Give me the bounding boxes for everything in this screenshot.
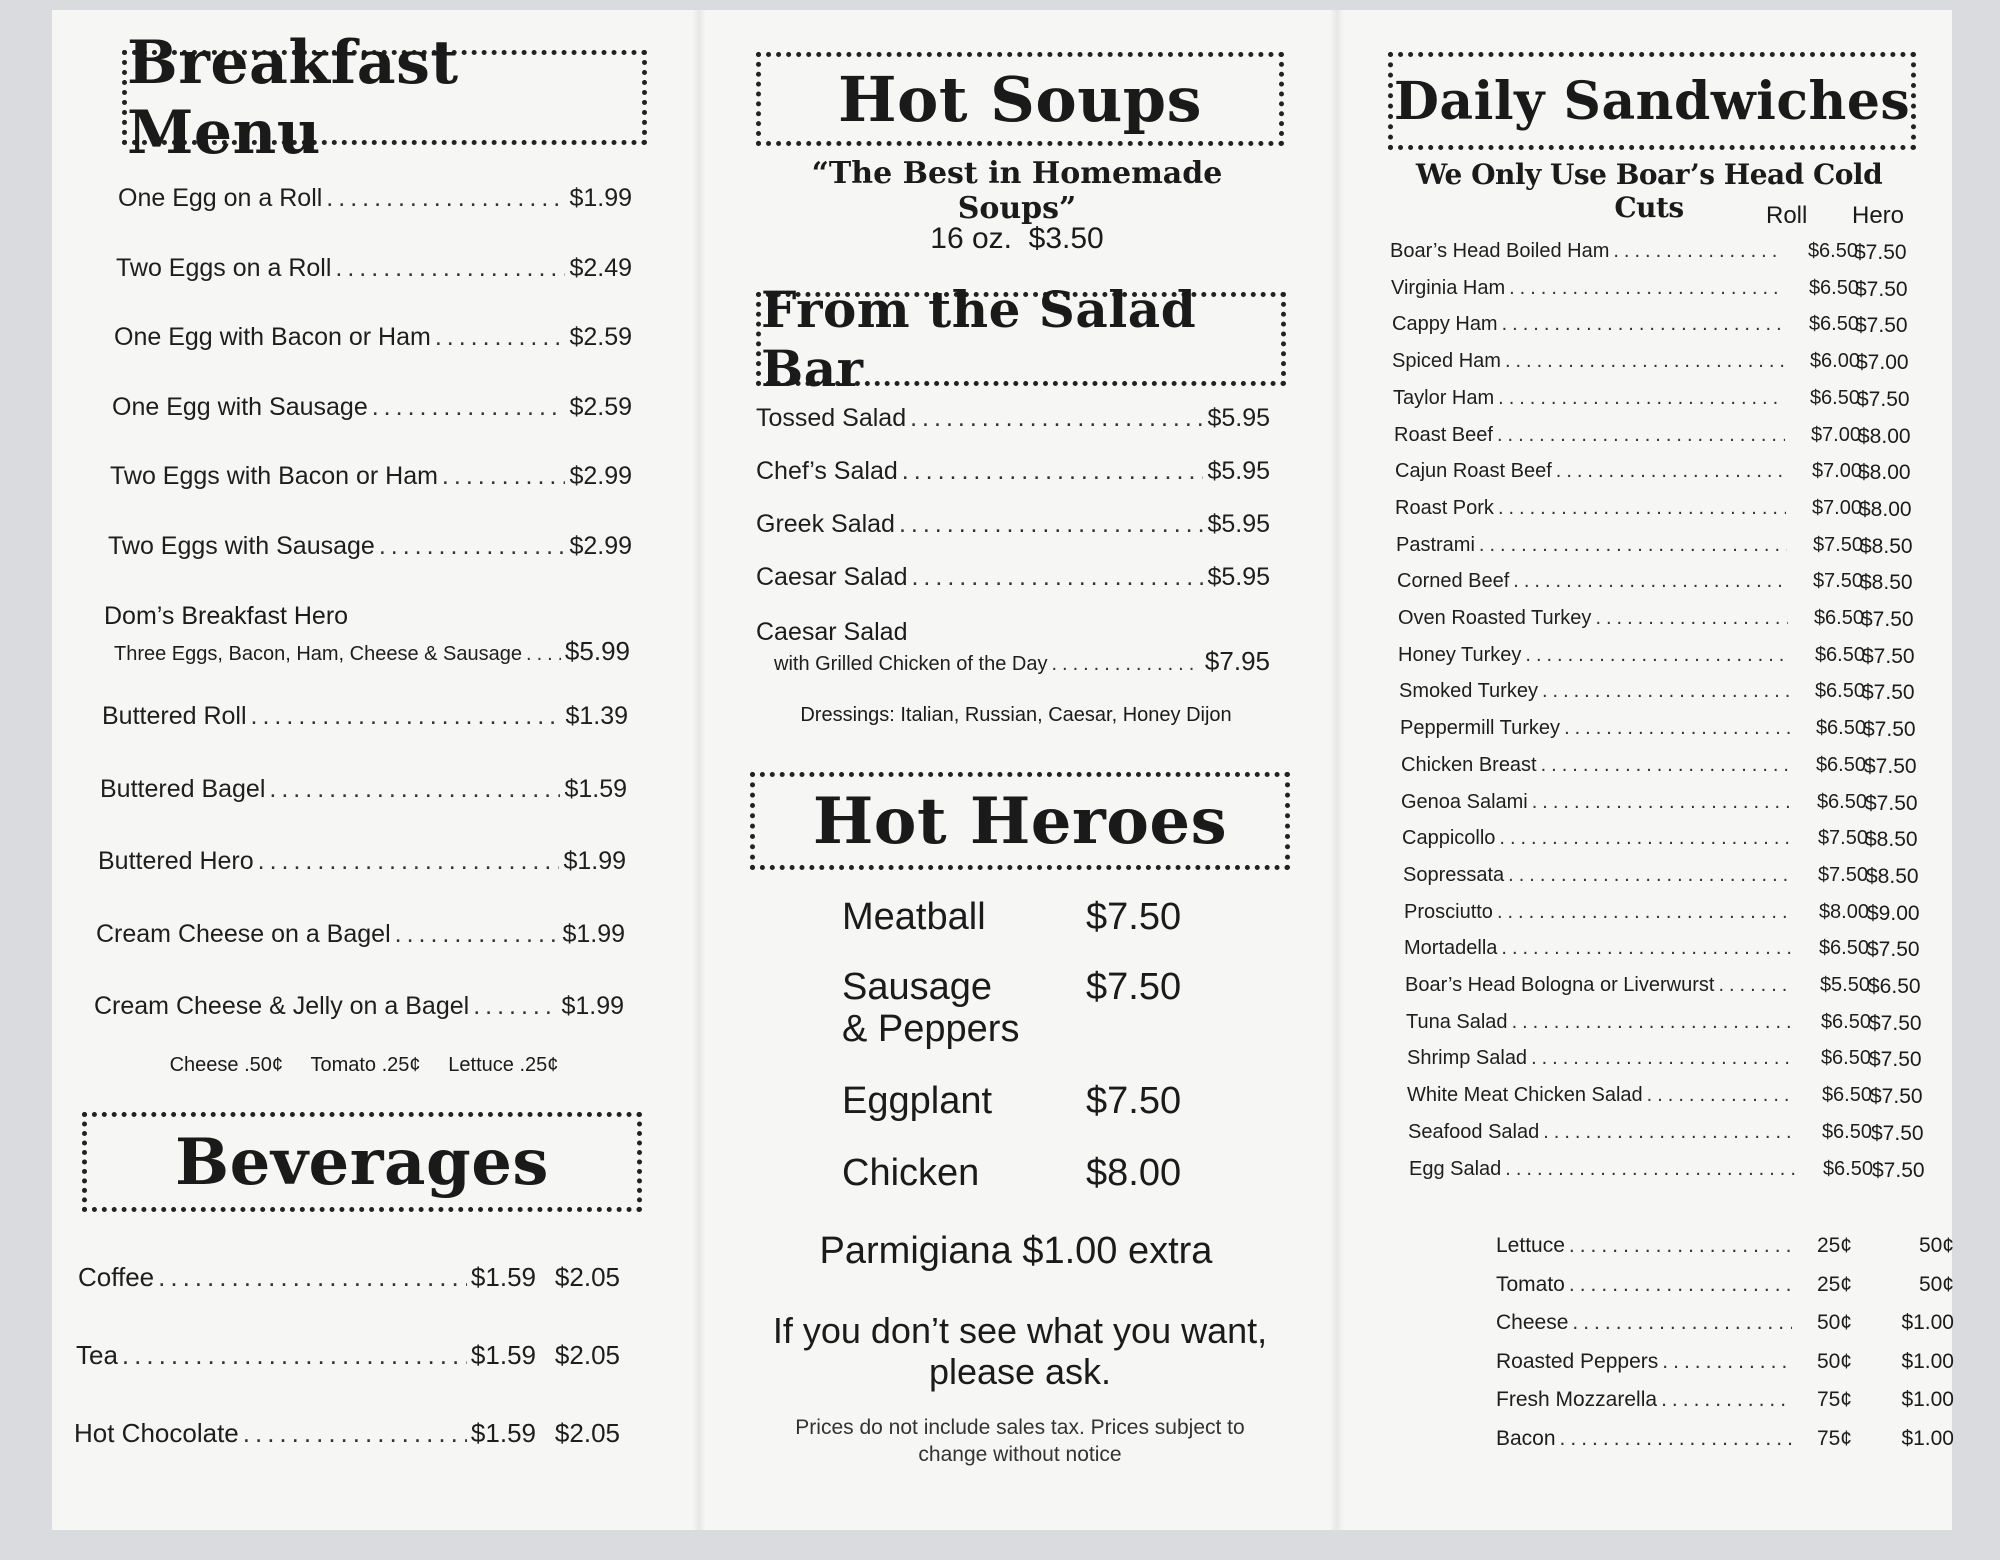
dot-leader	[1502, 313, 1783, 336]
caesar-chicken-row	[774, 646, 1270, 677]
heroes-title-text: Hot Heroes	[812, 783, 1228, 859]
sandwich-extra	[1496, 1234, 1852, 1258]
dot-leader	[1497, 424, 1785, 447]
sandwich-roll-price: $6.50	[1818, 937, 1869, 960]
dot-leader	[1498, 387, 1784, 410]
breakfast-item	[100, 775, 627, 804]
breakfast-item-price: $1.99	[562, 919, 625, 948]
breakfast-item	[102, 702, 628, 731]
sandwich-item	[1403, 864, 1868, 887]
soups-price: 16 oz. $3.50	[930, 222, 1104, 255]
sandwich-item	[1401, 791, 1867, 814]
sandwich-extra	[1496, 1427, 1852, 1451]
sandwich-hero-price: $8.50	[1860, 534, 1913, 558]
sandwich-roll-price: $6.50	[1815, 753, 1866, 776]
sandwich-roll-price: $6.50	[1815, 717, 1866, 740]
sandwiches-title	[1388, 52, 1916, 150]
sandwich-hero-price: $8.00	[1859, 497, 1912, 521]
fold-line-left	[692, 10, 706, 1530]
item-name: Egg Salad	[1409, 1157, 1502, 1180]
sandwich-hero-price: $7.50	[1869, 1011, 1922, 1035]
beverages-title	[82, 1112, 642, 1212]
sandwich-hero-price: $8.50	[1866, 864, 1919, 888]
dot-leader	[1532, 791, 1791, 814]
sandwich-item	[1400, 717, 1866, 740]
item-name: Cappy Ham	[1392, 313, 1498, 336]
sandwich-hero-price: $7.50	[1864, 754, 1917, 778]
sandwich-roll-price: $8.00	[1818, 900, 1869, 923]
dot-leader	[1501, 937, 1793, 960]
breakfast-item-price: $2.99	[569, 531, 632, 560]
extra-roll-price: 75¢	[1816, 1427, 1852, 1450]
item-name: One Egg on a Roll	[118, 184, 323, 212]
sandwich-hero-price: $8.00	[1858, 461, 1911, 485]
sandwich-roll-price: $7.50	[1817, 827, 1868, 850]
sandwich-roll-price: $7.00	[1811, 496, 1862, 519]
sandwich-roll-price: $6.50	[1813, 607, 1864, 629]
sandwich-item	[1395, 497, 1862, 520]
dot-leader	[1613, 240, 1782, 263]
salad-item-price: $5.95	[1207, 510, 1270, 538]
breakfast-item-price: $2.59	[569, 323, 632, 351]
item-name: Tea	[76, 1340, 118, 1370]
sandwich-roll-price: $6.50	[1821, 1120, 1872, 1143]
breakfast-item	[110, 462, 632, 491]
item-name: Fresh Mozzarella	[1496, 1388, 1658, 1412]
item-name: One Egg with Bacon or Ham	[114, 323, 431, 351]
dot-leader	[910, 404, 1203, 433]
salad-title-text: From the Salad Bar	[761, 280, 1197, 398]
item-name: Cream Cheese on a Bagel	[96, 919, 391, 948]
item-name: Peppermill Turkey	[1400, 717, 1561, 740]
sandwich-item	[1402, 827, 1868, 850]
breakfast-item-price: $2.99	[569, 462, 632, 490]
salad-dressings: Dressings: Italian, Russian, Caesar, Honey Dijon	[800, 704, 1232, 726]
heroes-title	[750, 772, 1290, 870]
dot-leader	[379, 532, 566, 561]
sandwich-roll-price: $7.00	[1811, 460, 1862, 483]
dot-leader	[1569, 1234, 1792, 1258]
dot-leader	[473, 992, 557, 1021]
item-name: Chef’s Salad	[756, 457, 898, 485]
item-name: Seafood Salad	[1408, 1120, 1540, 1143]
extra-hero-price: 50¢	[1918, 1272, 1954, 1296]
dot-leader	[122, 1340, 467, 1371]
sandwich-roll-price: $6.50	[1808, 276, 1859, 299]
sandwich-hero-price: $7.00	[1856, 351, 1909, 375]
sandwiches-subtitle: We Only Use Boar’s Head Cold Cuts	[1415, 158, 1883, 224]
item-name: Chicken Breast	[1401, 753, 1537, 776]
sandwich-hero-price: $8.50	[1860, 571, 1913, 595]
sandwich-item	[1399, 680, 1865, 703]
item-name: Hot Chocolate	[74, 1418, 239, 1448]
item-name: Corned Beef	[1397, 570, 1510, 593]
sandwich-hero-price: $8.00	[1858, 424, 1911, 448]
item-name: Tossed Salad	[756, 404, 907, 432]
item-name: Buttered Roll	[102, 702, 247, 730]
sandwich-item	[1393, 387, 1860, 410]
heroes-tax	[740, 1414, 1300, 1468]
extra-hero-price: $1.00	[1901, 1349, 1954, 1373]
dot-leader	[1531, 1047, 1795, 1070]
salad-title	[756, 280, 1286, 398]
dot-leader	[1541, 754, 1790, 777]
item-name: Cajun Roast Beef	[1395, 460, 1552, 483]
sandwich-roll-price: $6.50	[1814, 680, 1865, 703]
sandwich-item	[1390, 240, 1858, 263]
breakfast-item-price: $1.99	[569, 184, 632, 212]
sandwich-extra	[1496, 1388, 1852, 1412]
sandwich-item	[1401, 754, 1866, 777]
breakfast-hero-price: $5.99	[564, 636, 630, 666]
salad-item	[756, 510, 1270, 539]
hero-item-name	[842, 1080, 992, 1122]
dot-leader	[1595, 607, 1788, 630]
dot-leader	[1512, 1011, 1795, 1034]
dot-leader	[1718, 974, 1794, 997]
item-name: Two Eggs with Sausage	[108, 531, 375, 560]
sandwich-item	[1398, 644, 1865, 667]
sandwich-item	[1407, 1084, 1872, 1107]
dot-leader	[326, 184, 565, 213]
sandwich-hero-price: $7.50	[1869, 1048, 1922, 1072]
item-name: Caesar Salad	[756, 563, 908, 591]
hero-item-price: $7.50	[1086, 966, 1182, 1008]
sandwich-roll-price: $6.50	[1820, 1047, 1871, 1070]
sandwich-item	[1407, 1047, 1871, 1070]
dot-leader	[1543, 1121, 1796, 1144]
item-name: Roast Pork	[1395, 496, 1494, 519]
hero-item-price: $7.50	[1086, 896, 1182, 938]
beverage-price-small: $1.59	[470, 1418, 536, 1448]
dot-leader	[1051, 653, 1200, 676]
sandwich-roll-price: $7.50	[1812, 533, 1863, 556]
breakfast-hero-desc: Three Eggs, Bacon, Ham, Cheese & Sausage	[114, 643, 523, 665]
salad-item	[756, 563, 1270, 592]
dot-leader	[243, 1418, 467, 1449]
item-name: Virginia Ham	[1391, 276, 1506, 299]
item-name: Pastrami	[1396, 533, 1475, 556]
dot-leader	[1513, 570, 1787, 593]
caesar-chicken-title: Caesar Salad	[756, 618, 908, 646]
item-name: Two Eggs on a Roll	[116, 253, 332, 282]
beverage-price-small: $1.59	[470, 1340, 536, 1370]
sandwich-roll-price: $6.50	[1808, 313, 1859, 336]
sandwich-roll-price: $6.00	[1809, 350, 1860, 373]
beverage-item	[78, 1262, 620, 1293]
hero-item-name	[842, 896, 986, 938]
item-name: Roasted Peppers	[1496, 1349, 1659, 1373]
sandwich-item	[1397, 570, 1863, 593]
item-name: Tuna Salad	[1406, 1010, 1508, 1033]
dot-leader	[1569, 1273, 1792, 1297]
item-name: Shrimp Salad	[1407, 1047, 1528, 1070]
sandwich-roll-price: $6.50	[1809, 386, 1860, 409]
dot-leader	[442, 462, 566, 491]
item-name: Cheese	[1496, 1311, 1569, 1335]
sandwich-item	[1394, 424, 1861, 447]
dot-leader	[1564, 717, 1790, 740]
dot-leader	[1556, 460, 1786, 483]
hero-item-name	[842, 966, 1019, 1050]
sandwich-extra	[1496, 1273, 1852, 1297]
sandwich-item	[1391, 277, 1859, 300]
item-name: Sopressata	[1403, 863, 1505, 886]
dot-leader	[911, 563, 1203, 592]
breakfast-item	[108, 532, 632, 561]
breakfast-item-price: $1.59	[564, 774, 627, 803]
item-name: Honey Turkey	[1398, 643, 1522, 666]
item-name: Cappicollo	[1402, 827, 1496, 850]
caesar-chicken-desc: with Grilled Chicken of the Day	[774, 653, 1048, 675]
sandwich-hero-price: $7.50	[1861, 608, 1914, 631]
sandwich-hero-price: $7.50	[1867, 938, 1920, 962]
beverage-price-small: $1.59	[470, 1262, 536, 1292]
item-name: Genoa Salami	[1401, 790, 1528, 813]
sandwich-roll-price: $6.50	[1822, 1157, 1873, 1180]
sandwich-hero-price: $7.50	[1870, 1085, 1923, 1109]
sandwich-item	[1405, 974, 1870, 997]
sandwiches-title-text: Daily Sandwiches	[1393, 70, 1911, 132]
sandwich-roll-price: $6.50	[1821, 1084, 1872, 1107]
dot-leader	[1505, 1158, 1797, 1181]
salad-item-price: $5.95	[1207, 457, 1270, 485]
dot-leader	[435, 323, 566, 352]
beverage-price-large: $2.05	[554, 1262, 620, 1292]
dot-leader	[1662, 1350, 1792, 1374]
dot-leader	[1572, 1311, 1792, 1335]
breakfast-title	[122, 27, 647, 168]
item-name: Buttered Hero	[98, 847, 254, 875]
sandwich-hero-price: $7.50	[1857, 387, 1910, 411]
breakfast-item-price: $1.99	[561, 992, 624, 1020]
salad-item	[756, 404, 1270, 433]
sandwich-hero-price: $7.50	[1862, 644, 1915, 668]
heroes-tax-line1: Prices do not include sales tax. Prices subject to	[795, 1416, 1245, 1439]
dot-leader	[1525, 644, 1789, 667]
dot-leader	[1479, 534, 1787, 557]
breakfast-extras: Cheese .50¢ Tomato .25¢ Lettuce .25¢	[169, 1054, 559, 1076]
dot-leader	[1661, 1388, 1792, 1412]
sandwich-hero-price: $7.50	[1871, 1121, 1924, 1145]
salad-item-price: $5.95	[1207, 563, 1270, 591]
hero-item-name-line: Chicken	[842, 1152, 980, 1194]
sandwich-item	[1392, 313, 1859, 336]
breakfast-hero-title: Dom’s Breakfast Hero	[104, 602, 349, 630]
extra-hero-price: 50¢	[1918, 1234, 1954, 1257]
hero-item-price: $7.50	[1086, 1080, 1182, 1122]
sandwich-item	[1406, 1011, 1871, 1034]
sandwich-hero-price: $7.50	[1854, 241, 1907, 264]
fold-line-right	[1330, 10, 1344, 1530]
dot-leader	[1508, 864, 1792, 887]
item-name: Two Eggs with Bacon or Ham	[110, 462, 438, 490]
item-name: Taylor Ham	[1393, 386, 1495, 409]
item-name: Roast Beef	[1394, 423, 1493, 446]
breakfast-item-price: $1.99	[563, 847, 626, 875]
breakfast-item-price: $2.59	[569, 392, 632, 421]
item-name: Smoked Turkey	[1399, 680, 1538, 703]
item-name: Tomato	[1496, 1272, 1565, 1296]
dot-leader	[1505, 350, 1784, 373]
sandwich-hero-price: $9.00	[1867, 901, 1920, 925]
breakfast-item	[96, 920, 625, 949]
salad-item	[756, 457, 1270, 486]
sandwich-hero-price: $6.50	[1868, 975, 1921, 998]
heroes-ask-line2: please ask.	[928, 1351, 1112, 1392]
beverages-title-text: Beverages	[175, 1124, 549, 1200]
salad-item-price: $5.95	[1207, 404, 1270, 432]
breakfast-item	[116, 254, 632, 283]
dot-leader	[269, 775, 560, 804]
sandwich-item	[1392, 350, 1860, 373]
item-name: Spiced Ham	[1392, 350, 1501, 373]
hero-item-name-line: Sausage	[842, 966, 993, 1008]
dot-leader	[372, 393, 566, 422]
extra-roll-price: 25¢	[1816, 1272, 1852, 1296]
sandwich-roll-price: $5.50	[1819, 974, 1870, 996]
dot-leader	[902, 457, 1204, 486]
sandwich-hero-price: $7.50	[1855, 314, 1908, 338]
dot-leader	[395, 920, 559, 949]
dot-leader	[335, 254, 565, 283]
dot-leader	[1647, 1084, 1796, 1107]
item-name: Mortadella	[1404, 937, 1498, 960]
sandwich-item	[1398, 607, 1864, 630]
dot-leader	[1560, 1427, 1792, 1451]
dot-leader	[158, 1262, 467, 1293]
soups-title	[756, 52, 1284, 146]
col-header-roll: Roll	[1766, 202, 1808, 229]
heroes-parm: Parmigiana $1.00 extra	[819, 1230, 1213, 1272]
hero-item-name-line: Meatball	[842, 896, 986, 938]
beverage-price-large: $2.05	[554, 1418, 620, 1448]
sandwich-hero-price: $7.50	[1863, 718, 1916, 742]
sandwich-extra	[1496, 1350, 1852, 1374]
sandwich-item	[1395, 460, 1862, 483]
sandwich-hero-price: $7.50	[1872, 1158, 1925, 1182]
hero-item-name-line: Eggplant	[842, 1080, 993, 1122]
sandwich-item	[1408, 1121, 1872, 1144]
breakfast-item	[94, 992, 624, 1021]
dot-leader	[1497, 901, 1793, 924]
dot-leader	[526, 643, 561, 666]
sandwich-item	[1404, 937, 1869, 960]
heroes-tax-line2: change without notice	[918, 1443, 1122, 1466]
sandwich-hero-price: $7.50	[1862, 681, 1915, 705]
breakfast-item	[98, 847, 626, 876]
item-name: Boar’s Head Boiled Ham	[1390, 240, 1610, 262]
breakfast-title-text: Breakfast Menu	[127, 27, 459, 168]
sandwich-hero-price: $7.50	[1855, 277, 1908, 301]
dot-leader	[1499, 827, 1792, 850]
dot-leader	[258, 847, 560, 876]
sandwich-extra	[1496, 1311, 1852, 1335]
breakfast-item	[114, 323, 632, 352]
breakfast-item	[112, 393, 632, 422]
item-name: Greek Salad	[756, 510, 895, 538]
item-name: Lettuce	[1496, 1234, 1565, 1257]
beverage-item	[76, 1340, 620, 1371]
sandwich-item	[1396, 534, 1863, 557]
breakfast-hero-row	[114, 636, 630, 667]
sandwich-hero-price: $7.50	[1865, 791, 1918, 815]
hero-item-price: $8.00	[1086, 1152, 1182, 1194]
soups-tagline: “The Best in Homemade Soups”	[811, 156, 1223, 226]
item-name: Boar’s Head Bologna or Liverwurst	[1405, 974, 1715, 996]
extra-hero-price: $1.00	[1901, 1311, 1954, 1335]
dot-leader	[251, 702, 562, 731]
extra-hero-price: $1.00	[1901, 1427, 1954, 1450]
dot-leader	[899, 510, 1203, 539]
dot-leader	[1509, 277, 1783, 300]
hero-item-name-line2: & Peppers	[842, 1008, 1020, 1050]
sandwich-roll-price: $6.50	[1814, 643, 1865, 666]
breakfast-item	[118, 184, 632, 213]
sandwich-roll-price: $7.50	[1817, 863, 1868, 886]
dot-leader	[1542, 680, 1789, 703]
sandwich-roll-price: $6.50	[1807, 240, 1858, 262]
sandwich-roll-price: $6.50	[1816, 790, 1867, 813]
extra-roll-price: 50¢	[1816, 1349, 1852, 1373]
caesar-chicken-price: $7.95	[1204, 646, 1270, 676]
beverage-item	[74, 1418, 620, 1449]
sandwich-roll-price: $7.00	[1810, 423, 1861, 446]
item-name: Cream Cheese & Jelly on a Bagel	[94, 992, 470, 1020]
sandwich-roll-price: $7.50	[1812, 570, 1863, 593]
item-name: Prosciutto	[1404, 900, 1493, 923]
extra-roll-price: 25¢	[1816, 1234, 1852, 1257]
breakfast-item-price: $1.39	[565, 702, 628, 730]
sandwich-item	[1404, 901, 1869, 924]
sandwich-hero-price: $8.50	[1865, 828, 1918, 852]
item-name: Buttered Bagel	[100, 774, 266, 803]
hero-item-name	[842, 1152, 979, 1194]
dot-leader	[1498, 497, 1786, 520]
item-name: One Egg with Sausage	[112, 392, 368, 421]
item-name: Bacon	[1496, 1427, 1556, 1450]
breakfast-item-price: $2.49	[569, 253, 632, 282]
beverage-price-large: $2.05	[554, 1340, 620, 1370]
extra-roll-price: 50¢	[1816, 1311, 1852, 1335]
sandwich-item	[1409, 1158, 1873, 1181]
heroes-ask	[740, 1310, 1300, 1392]
extra-roll-price: 75¢	[1816, 1388, 1852, 1412]
sandwich-roll-price: $6.50	[1820, 1010, 1871, 1033]
item-name: White Meat Chicken Salad	[1407, 1084, 1643, 1107]
extra-hero-price: $1.00	[1901, 1388, 1954, 1412]
col-header-hero: Hero	[1852, 202, 1905, 229]
item-name: Oven Roasted Turkey	[1398, 607, 1592, 629]
heroes-ask-line1: If you don’t see what you want,	[772, 1310, 1268, 1351]
soups-title-text: Hot Soups	[837, 62, 1203, 136]
item-name: Coffee	[78, 1262, 155, 1292]
